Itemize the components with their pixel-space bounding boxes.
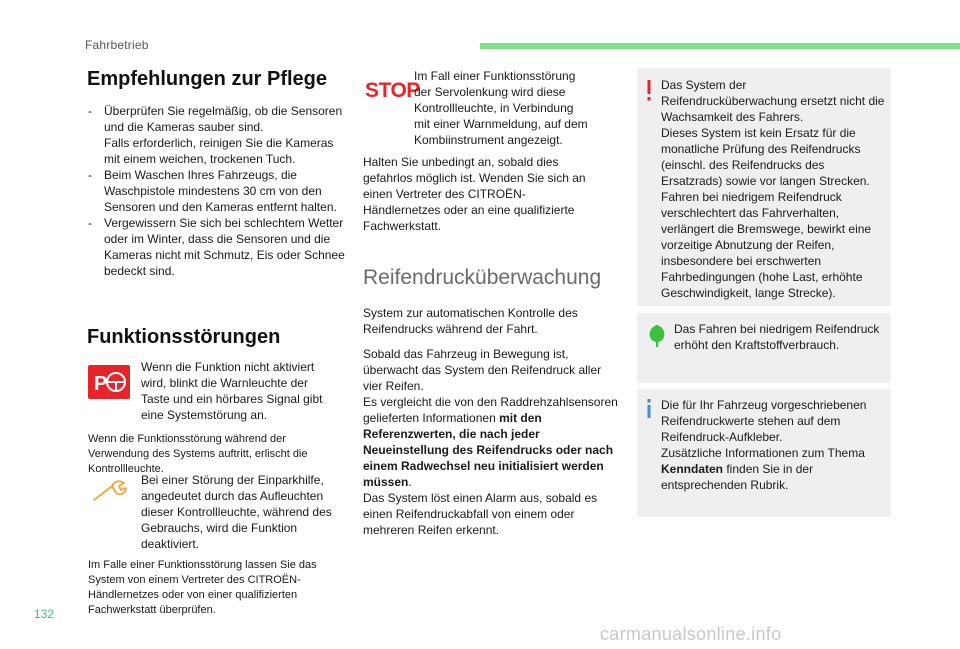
page-number: 132 — [34, 607, 55, 621]
watermark: carmanualsonline.info — [600, 624, 782, 644]
note-after-warning: Wenn die Funktionsstörung während der Verwendung des Systems auftritt, erlischt die Kontrollleuchte. — [88, 433, 308, 475]
warning-box-text: Das System der Reifendrucküberwachung ersetzt nicht die Wachsamkeit des Fahrers. Dieses System ist kein Ersatz für die monatliche Prüfung des Reifendrucks (einschl. des Reifendrucks des Ersatzrads) sowie vor langen Strecken. Fahren bei niedrigem Reifendruck verschlechtert das Fahrverhalten, verlängert die Bremswege, bewirkt eine vorzeitige Abnutzung der Reifen, insbesondere bei erschwerten Fahrbedingungen (hohe Last, erhöhte Geschwindigkeit, lange Strecke). — [661, 78, 885, 300]
stop-note: Halten Sie unbedingt an, sobald dies gefahrlos möglich ist. Wenden Sie sich an einen Vertreter des CITROËN-Händlernetzes oder an eine qualifizierte Fachwerkstatt. — [363, 155, 586, 233]
tpms-desc-text: Es vergleicht die von den Raddrehzahlsensoren gelieferten Informationen — [363, 395, 618, 425]
tpms-description — [363, 346, 621, 538]
info-box-bold: Kenndaten — [661, 462, 724, 476]
warning-lamp-text: Wenn die Funktion nicht aktiviert wird, blinkt die Warnleuchte der Taste und ein hörbares Signal gibt eine Systemstörung an. — [141, 360, 323, 422]
info-box-text — [661, 397, 885, 493]
care-title: Empfehlungen zur Pflege — [87, 68, 328, 90]
eco-box — [637, 313, 891, 383]
stop-icon: STOP — [365, 79, 420, 102]
care-item-1: - Überprüfen Sie regelmäßig, ob die Sensoren und die Kameras sauber sind. Falls erforderlich, reinigen Sie die Kameras mit einem weichen, trockenen Tuch. — [88, 103, 346, 167]
svg-text:P: P — [94, 373, 108, 395]
info-box-text-a: Die für Ihr Fahrzeug vorgeschriebenen Reifendruckwerte stehen auf dem Reifendruck-Aufkleber. Zusätzliche Informationen zum Thema — [661, 398, 867, 460]
tpms-intro: System zur automatischen Kontrolle des Reifendrucks während der Fahrt. — [363, 306, 578, 336]
tpms-desc-line2 — [363, 394, 621, 490]
tpms-desc-end: . — [408, 475, 412, 489]
care-list — [88, 103, 346, 279]
stop-text: Im Fall einer Funktionsstörung der Servolenkung wird diese Kontrollleuchte, in Verbindung mit einer Warnmeldung, auf dem Kombiinstrument angezeigt. — [414, 69, 588, 147]
tpms-desc-line3: Das System löst einen Alarm aus, sobald es einen Reifendruckabfall von einem oder mehreren Reifen erkennt. — [363, 491, 598, 537]
note-after-fault: Im Falle einer Funktionsstörung lassen Sie das System von einem Vertreter des CITROËN-Händlernetzes oder von einer qualifizierten Fachwerkstatt überprüfen. — [88, 559, 317, 616]
park-assist-warning-icon — [88, 365, 130, 399]
tpms-title: Reifendrucküberwachung — [363, 266, 602, 289]
fault-text: Bei einer Störung der Einparkhilfe, angedeutet durch das Aufleuchten dieser Kontrollleuchte, während des Gebrauchs, wird die Funktion deaktiviert. — [141, 473, 332, 551]
warning-box — [637, 68, 891, 306]
exclamation-icon — [646, 80, 651, 100]
section-label: Fahrbetrieb — [85, 38, 149, 52]
care-item-3: - Vergewissern Sie sich bei schlechtem Wetter oder im Winter, dass die Sensoren und die Kameras nicht mit Schmutz, Eis oder Schnee bedeckt sind. — [88, 215, 346, 279]
tpms-desc-bold: mit den Referenzwerten, die nach jeder Neueinstellung des Reifendrucks oder nach einem Radwechsel neu initialisiert werden müssen — [363, 411, 614, 489]
wrench-icon — [90, 478, 130, 504]
tpms-desc-line1: Sobald das Fahrzeug in Bewegung ist, überwacht das System den Reifendruck aller vier Reifen. — [363, 347, 602, 393]
malfunction-title: Funktionsstörungen — [87, 326, 281, 348]
eco-leaf-icon — [646, 324, 668, 348]
eco-box-text: Das Fahren bei niedrigem Reifendruck erhöht den Kraftstoffverbrauch. — [674, 322, 880, 352]
header-accent-bar — [480, 43, 960, 49]
info-box — [637, 389, 891, 517]
care-item-2: - Beim Waschen Ihres Fahrzeugs, die Waschpistole mindestens 30 cm von den Sensoren und den Kameras entfernt halten. — [88, 167, 346, 215]
info-box-text-b: finden Sie in der entsprechenden Rubrik. — [661, 462, 814, 492]
info-icon — [646, 399, 652, 419]
